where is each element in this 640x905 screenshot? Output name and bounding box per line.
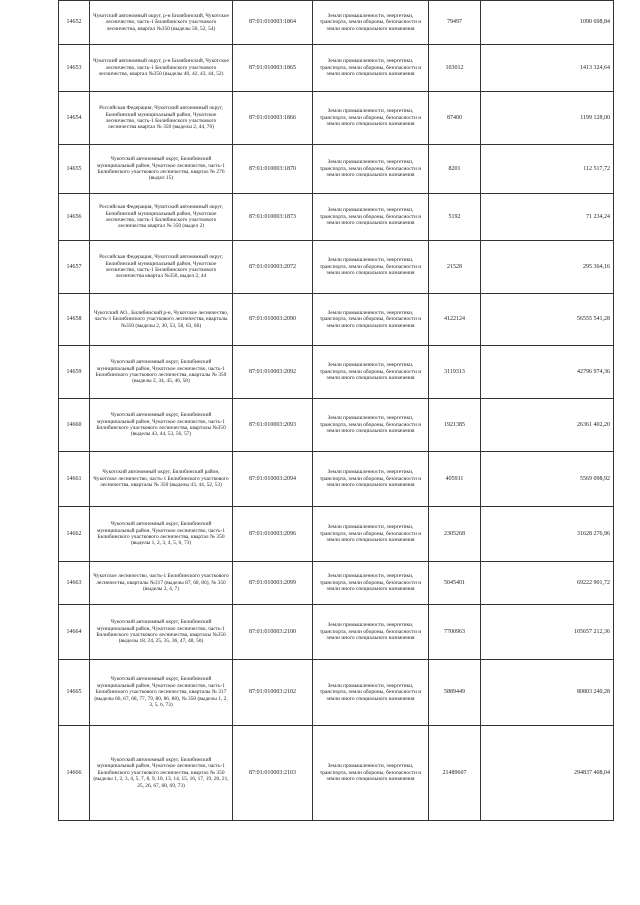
cadastral-number: 87:01:010003:2099 xyxy=(233,562,313,605)
cadastral-number: 87:01:010003:1870 xyxy=(233,145,313,194)
area-value: 5192 xyxy=(429,194,481,241)
cadastral-number: 87:01:010003:1873 xyxy=(233,194,313,241)
table-row xyxy=(59,726,614,821)
row-number: 14658 xyxy=(59,294,90,346)
area-value: 3119313 xyxy=(429,346,481,399)
address-cell: Чукотский автономный округ, р-н Билибинский, Чукотское лесничество, часть-1 Билибинского участкового лесничества, квартал №350 (выделы 50, 52, 54) xyxy=(90,1,233,45)
cadastral-number: 87:01:010003:2102 xyxy=(233,660,313,726)
cadastral-number: 87:01:010003:2090 xyxy=(233,294,313,346)
row-number: 14656 xyxy=(59,194,90,241)
row-number: 14664 xyxy=(59,605,90,660)
address-cell: Чукотский автономный округ, Билибинский муниципальный район, Чукотское лесничество, часть-1 Билибинского участкового лесничества, кварталы №350 (выделы 18, 24, 25, 35, 36, 47, 48, 50) xyxy=(90,605,233,660)
land-category: Земли промышленности, энергетики, транспорта, земли обороны, безопасности и земли иного специального назначения xyxy=(313,241,429,294)
cadastral-number: 87:01:010003:2093 xyxy=(233,399,313,452)
address-cell: Чукотский автономный округ, Билибинский муниципальный район, Чукотское лесничество, часть-1 Билибинского участкового лесничества, кварталы № 317 (выделы 66, 67, 68, 77, 79, 80, 86, 88), № 350 (выделы 1, 2, 3, 5, 6, 73) xyxy=(90,660,233,726)
table-row xyxy=(59,194,614,241)
cadastral-number: 87:01:010003:2103 xyxy=(233,726,313,821)
area-value: 4122124 xyxy=(429,294,481,346)
table-row xyxy=(59,294,614,346)
cadastral-number: 87:01:010003:1866 xyxy=(233,92,313,145)
address-cell: Чукотский автономный округ, Билибинский муниципальный район, Чукотское лесничество, часть-1 Билибинского участкового лесничества, кварталы № 350 (выделы 2, 34, 45, 46, 58) xyxy=(90,346,233,399)
land-category: Земли промышленности, энергетики, транспорта, земли обороны, безопасности и земли иного специального назначения xyxy=(313,660,429,726)
address-cell: Чукотский автономный округ, Билибинский район, Чукотское лесничество, часть-1 Билибинского участкового лесничества, кварталы № 350 (выделы 43, 44, 52, 53) xyxy=(90,452,233,507)
row-number: 14663 xyxy=(59,562,90,605)
area-value: 5889449 xyxy=(429,660,481,726)
cadastral-number: 87:01:010003:2072 xyxy=(233,241,313,294)
land-category: Земли промышленности, энергетики, транспорта, земли обороны, безопасности и земли иного специального назначения xyxy=(313,452,429,507)
cadastral-number: 87:01:010003:2100 xyxy=(233,605,313,660)
cadastral-value: 42796 974,36 xyxy=(481,346,614,399)
address-cell: Российская Федерация, Чукотский автономный округ, Билибинский муниципальный район, Чукотское лесничество, часть-1 Билибинского участкового лесничества квартал № 350 (выдел 2) xyxy=(90,194,233,241)
address-cell: Чукотский автономный округ, Билибинский муниципальный район, Чукотское лесничество, часть-1 Билибинского участкового лесничества, квартал № 350 (выделы 1, 2, 3, 4, 5, 6, 73) xyxy=(90,507,233,562)
cadastral-value: 1199 128,00 xyxy=(481,92,614,145)
cadastral-value: 56555 541,28 xyxy=(481,294,614,346)
address-cell: Чукотский автономный округ, Билибинский муниципальный район, Чукотское лесничество, часть-1 Билибинского участкового лесничества, кварталы №350 (выделы 43, 44, 53, 56, 57) xyxy=(90,399,233,452)
area-value: 87400 xyxy=(429,92,481,145)
cadastral-value: 1413 324,64 xyxy=(481,45,614,92)
area-value: 103012 xyxy=(429,45,481,92)
area-value: 2305268 xyxy=(429,507,481,562)
land-category: Земли промышленности, энергетики, транспорта, земли обороны, безопасности и земли иного специального назначения xyxy=(313,346,429,399)
cadastral-value: 69222 901,72 xyxy=(481,562,614,605)
area-value: 21489607 xyxy=(429,726,481,821)
land-category: Земли промышленности, энергетики, транспорта, земли обороны, безопасности и земли иного специального назначения xyxy=(313,1,429,45)
row-number: 14652 xyxy=(59,1,90,45)
table-row xyxy=(59,92,614,145)
cadastral-number: 87:01:010003:2094 xyxy=(233,452,313,507)
address-cell: Чукотский автономный округ, Билибинский муниципальный район, Чукотское лесничество, часть-1 Билибинского участкового лесничества, квартал № 276 (выдел 15) xyxy=(90,145,233,194)
area-value: 8201 xyxy=(429,145,481,194)
land-category: Земли промышленности, энергетики, транспорта, земли обороны, безопасности и земли иного специального назначения xyxy=(313,507,429,562)
cadastral-number: 87:01:010003:2092 xyxy=(233,346,313,399)
table-row xyxy=(59,45,614,92)
table-row xyxy=(59,346,614,399)
cadastral-value: 294837 408,04 xyxy=(481,726,614,821)
table-row xyxy=(59,399,614,452)
row-number: 14654 xyxy=(59,92,90,145)
address-cell: Чукотское лесничество, часть-1 Билибинского участкового лесничества, кварталы №317 (выделы 87, 68, 86), № 350 (выделы 3, 4, 7) xyxy=(90,562,233,605)
row-number: 14655 xyxy=(59,145,90,194)
row-number: 14659 xyxy=(59,346,90,399)
area-value: 5045401 xyxy=(429,562,481,605)
cadastral-value: 1090 698,84 xyxy=(481,1,614,45)
table-row xyxy=(59,1,614,45)
address-cell: Чукотский автономный округ, р-н Билибинский, Чукотское лесничество, часть-1 Билибинского участкового лесничества, квартал №350 (выделы 40, 42, 43, 44, 52) xyxy=(90,45,233,92)
row-number: 14660 xyxy=(59,399,90,452)
cadastral-value: 31628 276,96 xyxy=(481,507,614,562)
cadastral-value: 80803 240,28 xyxy=(481,660,614,726)
land-category: Земли промышленности, энергетики, транспорта, земли обороны, безопасности и земли иного специального назначения xyxy=(313,294,429,346)
row-number: 14657 xyxy=(59,241,90,294)
cadastral-number: 87:01:010003:1865 xyxy=(233,45,313,92)
cadastral-value: 26361 402,20 xyxy=(481,399,614,452)
row-number: 14665 xyxy=(59,660,90,726)
land-category: Земли промышленности, энергетики, транспорта, земли обороны, безопасности и земли иного специального назначения xyxy=(313,605,429,660)
table-row xyxy=(59,145,614,194)
land-category: Земли промышленности, энергетики, транспорта, земли обороны, безопасности и земли иного специального назначения xyxy=(313,399,429,452)
cadastral-number: 87:01:010003:1864 xyxy=(233,1,313,45)
row-number: 14661 xyxy=(59,452,90,507)
land-registry-table xyxy=(58,0,614,821)
address-cell: Чукотский АО., Билибинский р-н, Чукотское лесничество, часть-1 Билибинского участкового лесничества, кварталы №350 (выделы 2, 30, 53, 58, 63, 66) xyxy=(90,294,233,346)
row-number: 14666 xyxy=(59,726,90,821)
land-category: Земли промышленности, энергетики, транспорта, земли обороны, безопасности и земли иного специального назначения xyxy=(313,562,429,605)
area-value: 405911 xyxy=(429,452,481,507)
table-row xyxy=(59,452,614,507)
table-row xyxy=(59,562,614,605)
area-value: 1921385 xyxy=(429,399,481,452)
cadastral-value: 295 364,16 xyxy=(481,241,614,294)
table-row xyxy=(59,507,614,562)
table-row xyxy=(59,605,614,660)
cadastral-value: 71 234,24 xyxy=(481,194,614,241)
cadastral-value: 105657 212,36 xyxy=(481,605,614,660)
cadastral-value: 112 517,72 xyxy=(481,145,614,194)
table-row xyxy=(59,241,614,294)
area-value: 79497 xyxy=(429,1,481,45)
table-row xyxy=(59,660,614,726)
address-cell: Российская Федерация, Чукотский автономный округ, Билибинский муниципальный район, Чукотское лесничество, часть-1 Билибинского участкового лесничества квартал № 350 (выделы 2, 44, 70) xyxy=(90,92,233,145)
row-number: 14662 xyxy=(59,507,90,562)
address-cell: Чукотский автономный округ, Билибинский муниципальный район, Чукотское лесничество, часть-1 Билибинского участкового лесничества, квартал № 350 (выделы 1, 2, 3, 4, 5, 7, 8, 9, 10, 13, 14, 15, 16, 17, 19, 20, 21, 25, 26, 67, 68, 69, 73) xyxy=(90,726,233,821)
land-category: Земли промышленности, энергетики, транспорта, земли обороны, безопасности и земли иного специального назначения xyxy=(313,45,429,92)
land-category: Земли промышленности, энергетики, транспорта, земли обороны, безопасности и земли иного специального назначения xyxy=(313,194,429,241)
cadastral-number: 87:01:010003:2096 xyxy=(233,507,313,562)
land-category: Земли промышленности, энергетики, транспорта, земли обороны, безопасности и земли иного специального назначения xyxy=(313,92,429,145)
area-value: 7700963 xyxy=(429,605,481,660)
cadastral-value: 5569 098,92 xyxy=(481,452,614,507)
area-value: 21528 xyxy=(429,241,481,294)
land-category: Земли промышленности, энергетики, транспорта, земли обороны, безопасности и земли иного специального назначения xyxy=(313,726,429,821)
address-cell: Российская Федерация, Чукотский автономный округ, Билибинский муниципальный район, Чукотское лесничество, часть-1 Билибинского участкового лесничества квартал №350, выдел 2, 44 xyxy=(90,241,233,294)
row-number: 14653 xyxy=(59,45,90,92)
land-category: Земли промышленности, энергетики, транспорта, земли обороны, безопасности и земли иного специального назначения xyxy=(313,145,429,194)
